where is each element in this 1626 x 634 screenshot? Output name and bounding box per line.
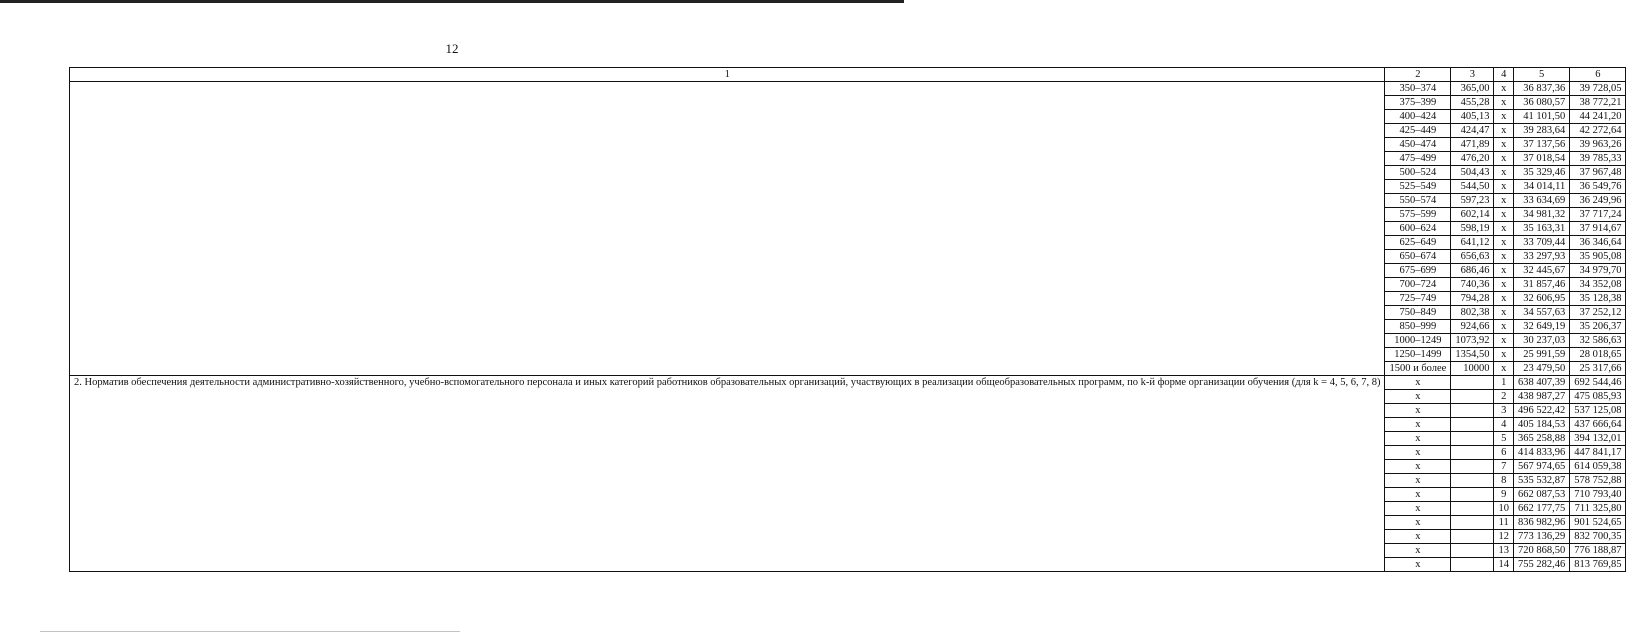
table-cell: 37 717,24: [1570, 208, 1626, 222]
table-cell: 37 018,54: [1513, 152, 1569, 166]
col-header-6: 6: [1570, 68, 1626, 82]
table-cell: 30 237,03: [1513, 334, 1569, 348]
table-cell: 711 325,80: [1570, 502, 1626, 516]
scan-top-edge: [0, 0, 904, 3]
table-cell: x: [1385, 432, 1451, 446]
table-cell: x: [1494, 166, 1514, 180]
table-cell: 641,12: [1451, 236, 1494, 250]
col-header-3: 3: [1451, 68, 1494, 82]
table-cell: 32 586,63: [1570, 334, 1626, 348]
table-cell: 544,50: [1451, 180, 1494, 194]
table-cell: 400–424: [1385, 110, 1451, 124]
table-cell: x: [1494, 208, 1514, 222]
table-cell: x: [1494, 152, 1514, 166]
table-cell: 365 258,88: [1513, 432, 1569, 446]
table-cell: 414 833,96: [1513, 446, 1569, 460]
table-cell: 1: [1494, 376, 1514, 390]
table-cell: 692 544,46: [1570, 376, 1626, 390]
table-cell: 375–399: [1385, 96, 1451, 110]
table-cell: [1451, 558, 1494, 572]
table-cell: x: [1494, 110, 1514, 124]
table-cell: 350–374: [1385, 82, 1451, 96]
table-cell: 2: [1494, 390, 1514, 404]
table-cell: 794,28: [1451, 292, 1494, 306]
table-cell: 8: [1494, 474, 1514, 488]
table-cell: x: [1385, 446, 1451, 460]
table-cell: [1451, 418, 1494, 432]
table-cell: 37 252,12: [1570, 306, 1626, 320]
table-cell: x: [1385, 544, 1451, 558]
table-cell: 550–574: [1385, 194, 1451, 208]
table-cell: x: [1494, 96, 1514, 110]
table-cell: 28 018,65: [1570, 348, 1626, 362]
table-cell: 725–749: [1385, 292, 1451, 306]
table-cell: 41 101,50: [1513, 110, 1569, 124]
table-cell: 405 184,53: [1513, 418, 1569, 432]
table-cell: 38 772,21: [1570, 96, 1626, 110]
table-cell: 750–849: [1385, 306, 1451, 320]
table-cell: 447 841,17: [1570, 446, 1626, 460]
table-cell: 450–474: [1385, 138, 1451, 152]
page-number: 12: [445, 41, 459, 56]
table-cell: 710 793,40: [1570, 488, 1626, 502]
table-cell: 675–699: [1385, 264, 1451, 278]
table-cell: 32 606,95: [1513, 292, 1569, 306]
table-cell: 33 634,69: [1513, 194, 1569, 208]
table-cell: 602,14: [1451, 208, 1494, 222]
table-cell: 35 329,46: [1513, 166, 1569, 180]
table-cell: 686,46: [1451, 264, 1494, 278]
col-header-4: 4: [1494, 68, 1514, 82]
table-cell: 25 317,66: [1570, 362, 1626, 376]
table-cell: 405,13: [1451, 110, 1494, 124]
table-cell: x: [1494, 82, 1514, 96]
table-cell: x: [1494, 292, 1514, 306]
table-cell: [1451, 530, 1494, 544]
table-cell: 475 085,93: [1570, 390, 1626, 404]
table-cell: 475–499: [1385, 152, 1451, 166]
table-cell: 36 346,64: [1570, 236, 1626, 250]
table-cell: 438 987,27: [1513, 390, 1569, 404]
table-cell: 525–549: [1385, 180, 1451, 194]
table-cell: 10000: [1451, 362, 1494, 376]
table-cell: x: [1385, 404, 1451, 418]
table-cell: 476,20: [1451, 152, 1494, 166]
table-cell: 700–724: [1385, 278, 1451, 292]
table-cell: [1451, 446, 1494, 460]
table-cell: 535 532,87: [1513, 474, 1569, 488]
table-cell: x: [1494, 124, 1514, 138]
table-cell: 37 137,56: [1513, 138, 1569, 152]
table-cell: 832 700,35: [1570, 530, 1626, 544]
table-row: [70, 82, 1626, 96]
table-cell: 600–624: [1385, 222, 1451, 236]
table-cell: 42 272,64: [1570, 124, 1626, 138]
table-cell: 35 206,37: [1570, 320, 1626, 334]
section2-description: 2. Норматив обеспечения деятельности административно-хозяйственного, учебно-вспомогательного персонала и иных категорий работников образовательных организаций, участвующих в реализации общеобразовательных программ, по k-й форме организации обучения (для k = 4, 5, 6, 7, 8): [70, 376, 1385, 572]
section1-description-cell: [70, 82, 1385, 376]
table-cell: 34 352,08: [1570, 278, 1626, 292]
table-cell: 35 128,38: [1570, 292, 1626, 306]
table-cell: 537 125,08: [1570, 404, 1626, 418]
table-cell: 394 132,01: [1570, 432, 1626, 446]
table-cell: 34 981,32: [1513, 208, 1569, 222]
table-cell: 773 136,29: [1513, 530, 1569, 544]
table-cell: x: [1494, 180, 1514, 194]
table-cell: [1451, 432, 1494, 446]
table-cell: x: [1385, 376, 1451, 390]
table-cell: 7: [1494, 460, 1514, 474]
table-cell: 1500 и более: [1385, 362, 1451, 376]
scan-bottom-edge: [40, 631, 460, 632]
table-cell: x: [1385, 516, 1451, 530]
table-cell: 1073,92: [1451, 334, 1494, 348]
table-cell: 11: [1494, 516, 1514, 530]
table-cell: 39 963,26: [1570, 138, 1626, 152]
table-cell: 425–449: [1385, 124, 1451, 138]
table-cell: [1451, 488, 1494, 502]
table-cell: 34 557,63: [1513, 306, 1569, 320]
table-cell: x: [1494, 236, 1514, 250]
table-cell: 35 163,31: [1513, 222, 1569, 236]
table-cell: 36 249,96: [1570, 194, 1626, 208]
table-cell: x: [1494, 362, 1514, 376]
table-cell: 567 974,65: [1513, 460, 1569, 474]
table-cell: 9: [1494, 488, 1514, 502]
table-cell: x: [1494, 222, 1514, 236]
table-cell: 802,38: [1451, 306, 1494, 320]
table-cell: [1451, 502, 1494, 516]
table-cell: [1451, 390, 1494, 404]
table-cell: 614 059,38: [1570, 460, 1626, 474]
table-cell: 924,66: [1451, 320, 1494, 334]
table-cell: 500–524: [1385, 166, 1451, 180]
table-cell: 437 666,64: [1570, 418, 1626, 432]
table-cell: x: [1385, 460, 1451, 474]
table-cell: 6: [1494, 446, 1514, 460]
table-cell: [1451, 404, 1494, 418]
table-cell: 5: [1494, 432, 1514, 446]
table-cell: x: [1494, 320, 1514, 334]
table-cell: 662 087,53: [1513, 488, 1569, 502]
table-cell: [1451, 516, 1494, 530]
table-cell: 3: [1494, 404, 1514, 418]
table-cell: x: [1494, 264, 1514, 278]
table-cell: 39 728,05: [1570, 82, 1626, 96]
table-cell: 598,19: [1451, 222, 1494, 236]
table-cell: [1451, 460, 1494, 474]
table-cell: 597,23: [1451, 194, 1494, 208]
table-cell: 32 445,67: [1513, 264, 1569, 278]
table-cell: [1451, 474, 1494, 488]
table-cell: 578 752,88: [1570, 474, 1626, 488]
table-cell: x: [1385, 502, 1451, 516]
table-body: [70, 82, 1626, 572]
table-cell: x: [1385, 558, 1451, 572]
table-cell: 740,36: [1451, 278, 1494, 292]
table-cell: 39 785,33: [1570, 152, 1626, 166]
table-row: [70, 376, 1626, 390]
table-cell: 650–674: [1385, 250, 1451, 264]
table-cell: x: [1494, 138, 1514, 152]
table-cell: x: [1494, 306, 1514, 320]
table-cell: 37 914,67: [1570, 222, 1626, 236]
table-cell: 36 837,36: [1513, 82, 1569, 96]
table-cell: 31 857,46: [1513, 278, 1569, 292]
table-cell: 1000–1249: [1385, 334, 1451, 348]
table-cell: 34 979,70: [1570, 264, 1626, 278]
table-cell: 1250–1499: [1385, 348, 1451, 362]
table-cell: x: [1494, 348, 1514, 362]
table-cell: [1451, 544, 1494, 558]
table-cell: 776 188,87: [1570, 544, 1626, 558]
table-cell: 836 982,96: [1513, 516, 1569, 530]
table-cell: 901 524,65: [1570, 516, 1626, 530]
table-cell: 33 297,93: [1513, 250, 1569, 264]
table-cell: 37 967,48: [1570, 166, 1626, 180]
table-cell: 656,63: [1451, 250, 1494, 264]
table-cell: 1354,50: [1451, 348, 1494, 362]
norms-table: [69, 67, 1626, 572]
col-header-2: 2: [1385, 68, 1451, 82]
table-cell: 638 407,39: [1513, 376, 1569, 390]
table-cell: 35 905,08: [1570, 250, 1626, 264]
table-cell: 625–649: [1385, 236, 1451, 250]
table-cell: x: [1494, 194, 1514, 208]
table-cell: x: [1385, 418, 1451, 432]
col-header-5: 5: [1513, 68, 1569, 82]
table-cell: 12: [1494, 530, 1514, 544]
table-cell: x: [1494, 334, 1514, 348]
table-cell: 14: [1494, 558, 1514, 572]
table-cell: 32 649,19: [1513, 320, 1569, 334]
table-cell: 36 549,76: [1570, 180, 1626, 194]
table-cell: 13: [1494, 544, 1514, 558]
table-cell: x: [1494, 278, 1514, 292]
table-cell: 25 991,59: [1513, 348, 1569, 362]
table-cell: 4: [1494, 418, 1514, 432]
table-cell: 575–599: [1385, 208, 1451, 222]
table-cell: 471,89: [1451, 138, 1494, 152]
table-cell: 23 479,50: [1513, 362, 1569, 376]
table-cell: 33 709,44: [1513, 236, 1569, 250]
table-cell: 424,47: [1451, 124, 1494, 138]
table-cell: 720 868,50: [1513, 544, 1569, 558]
header-row: [70, 68, 1626, 82]
table-cell: 662 177,75: [1513, 502, 1569, 516]
table-cell: 39 283,64: [1513, 124, 1569, 138]
table-cell: 850–999: [1385, 320, 1451, 334]
table-cell: 365,00: [1451, 82, 1494, 96]
table-cell: x: [1385, 474, 1451, 488]
table-cell: 455,28: [1451, 96, 1494, 110]
table-cell: x: [1494, 250, 1514, 264]
table-cell: 10: [1494, 502, 1514, 516]
table-cell: x: [1385, 488, 1451, 502]
table-cell: 36 080,57: [1513, 96, 1569, 110]
table-cell: 504,43: [1451, 166, 1494, 180]
table-cell: 34 014,11: [1513, 180, 1569, 194]
table-cell: x: [1385, 530, 1451, 544]
table-cell: 44 241,20: [1570, 110, 1626, 124]
table-cell: 813 769,85: [1570, 558, 1626, 572]
col-header-1: 1: [70, 68, 1385, 82]
table-cell: 755 282,46: [1513, 558, 1569, 572]
table-cell: [1451, 376, 1494, 390]
table-cell: x: [1385, 390, 1451, 404]
table-cell: 496 522,42: [1513, 404, 1569, 418]
